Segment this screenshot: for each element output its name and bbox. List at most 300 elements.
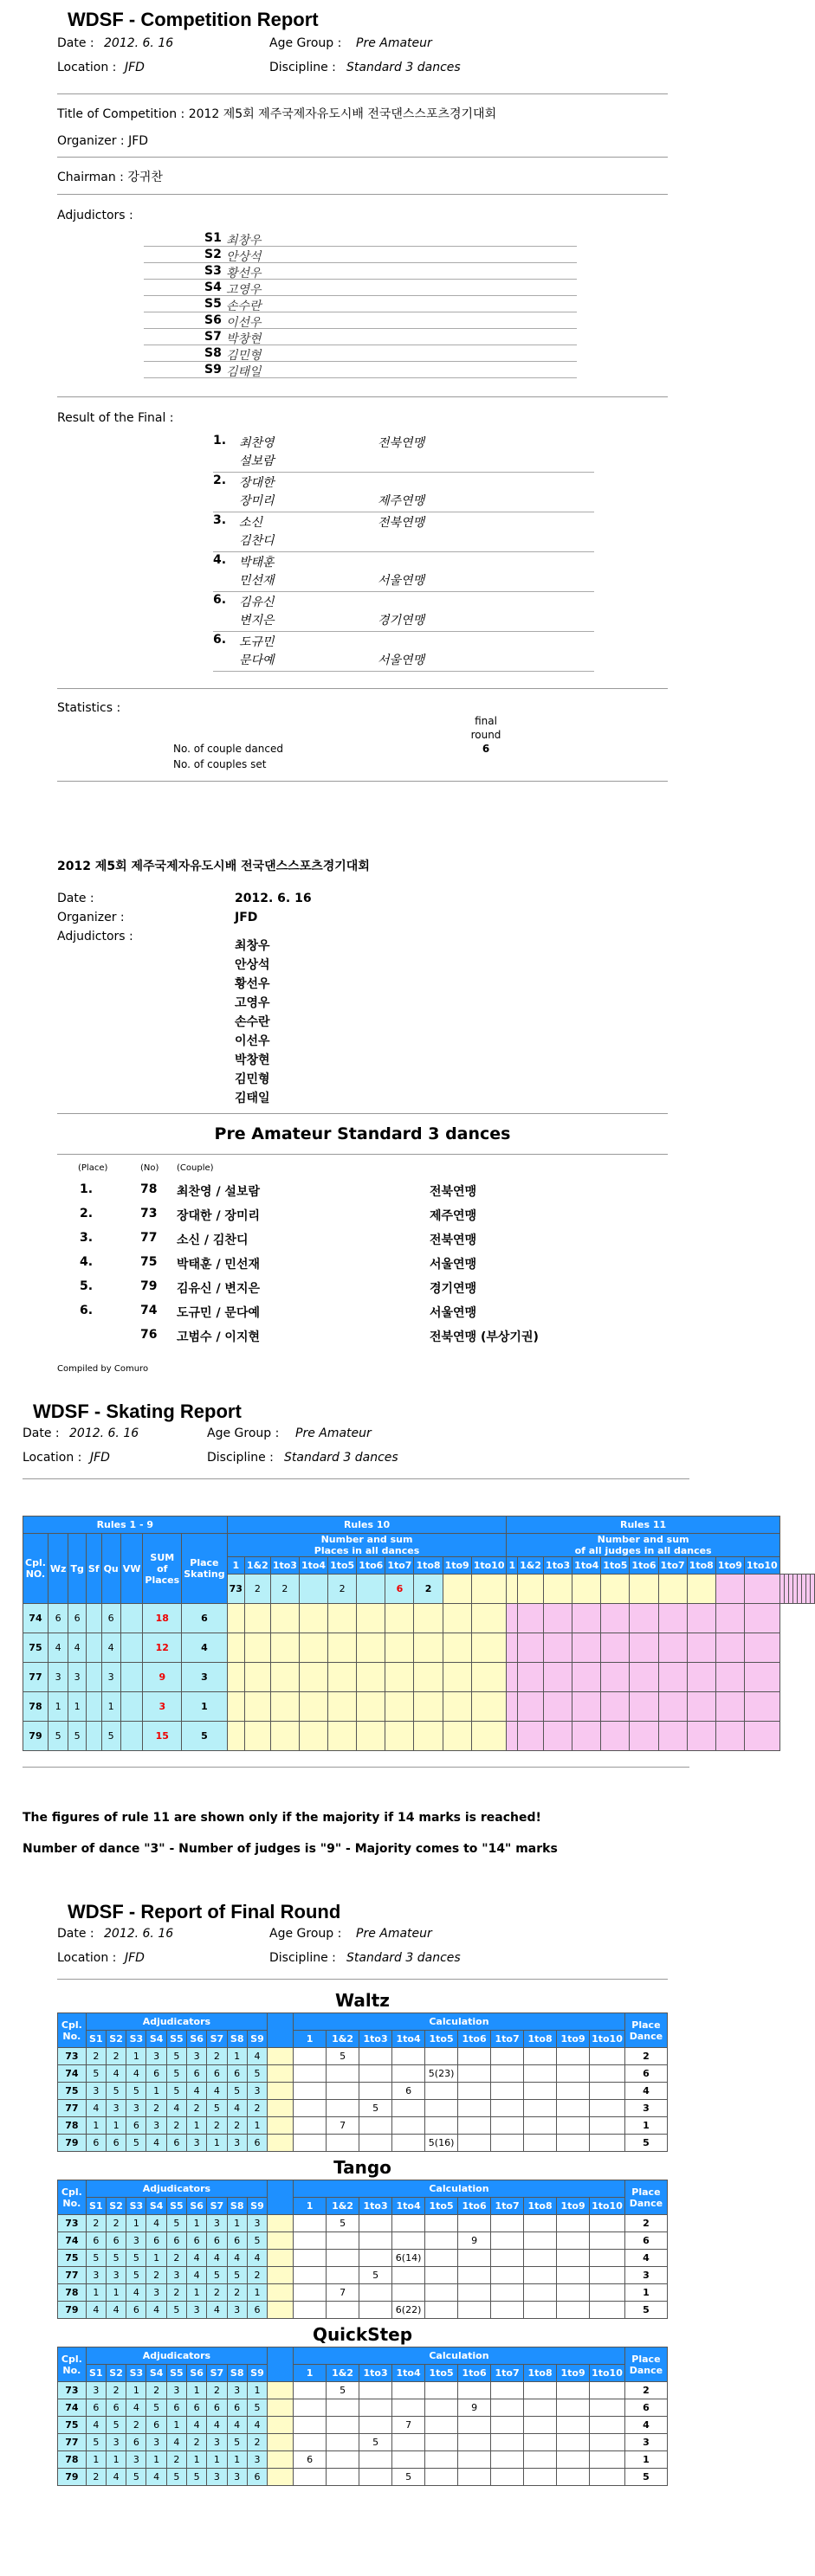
table-row (58, 2135, 668, 2152)
judge-mark: 3 (86, 2382, 106, 2399)
place-label: Place (631, 2186, 661, 2198)
list-item (57, 1304, 668, 1328)
skating-table (23, 1516, 815, 1751)
calc-column-header: 1to4 (572, 1557, 601, 1575)
rules-10-sub (227, 1534, 507, 1557)
list-item (57, 1231, 668, 1255)
final-table (57, 2180, 668, 2319)
spacer-cell (268, 2083, 294, 2100)
calc-cell (392, 2215, 425, 2232)
list-number: 77 (140, 1231, 158, 1245)
cpl-no: 75 (58, 2417, 87, 2434)
judge-mark: 3 (247, 2083, 267, 2100)
cpl-no: 78 (58, 2117, 87, 2135)
calc-column-header: 1to10 (590, 2198, 625, 2215)
divider (57, 1113, 668, 1114)
competition-title: Title of Competition : 2012 제5회 제주국제자유도시배 전국댄스스포츠경기대회 (57, 107, 497, 121)
date-label: Date : (57, 36, 94, 50)
result-row (57, 513, 668, 553)
calc-cell (392, 2232, 425, 2250)
judge-mark: 5 (227, 2083, 247, 2100)
calc-cell (590, 2083, 625, 2100)
calc-column-header: 1 (294, 2365, 327, 2382)
calc-cell (294, 2399, 327, 2417)
judge-mark: 4 (207, 2302, 227, 2319)
rule11-cell (715, 1575, 744, 1604)
rule10-cell (443, 1692, 471, 1722)
place-skating: 4 (182, 1633, 227, 1663)
dance-label: Dance (629, 2030, 663, 2042)
vw-place (120, 1633, 143, 1663)
result-n2: 변지은 (239, 614, 275, 628)
skating-label: Skating (184, 1568, 225, 1580)
row-rule (144, 262, 577, 263)
judge-mark: 6 (207, 2065, 227, 2083)
places-label: Places (145, 1574, 180, 1586)
judge-mark: 4 (126, 2284, 146, 2302)
calc-cell (327, 2250, 359, 2267)
row-rule (213, 671, 594, 672)
calc-column-header: 1to4 (392, 2365, 425, 2382)
calc-cell (425, 2469, 458, 2486)
rule10-cell (270, 1633, 299, 1663)
rule10-cell (244, 1604, 270, 1633)
place-dance: 3 (624, 2434, 667, 2451)
list-adjudicator (57, 1051, 668, 1070)
rule11-cell (687, 1633, 715, 1663)
result-n2: 장미리 (239, 494, 275, 508)
judge-mark: 4 (187, 2417, 207, 2434)
calc-column-header: 1to9 (557, 2365, 590, 2382)
table-row (23, 1633, 815, 1663)
sum-label: SUM of (150, 1551, 175, 1575)
rule11-cell (518, 1633, 544, 1663)
place-label: Place (631, 2353, 661, 2365)
competition-report (57, 9, 668, 785)
list-item (57, 1255, 668, 1279)
calc-cell (491, 2083, 524, 2100)
list-couple: 소신 / 김찬디 (177, 1233, 249, 1247)
dance-name: Tango (333, 2157, 391, 2178)
calc-cell (458, 2135, 491, 2152)
calc-column-header: 1&2 (244, 1557, 270, 1575)
dance-place: 4 (68, 1633, 86, 1663)
rule11-cell (572, 1604, 601, 1633)
result-p: 6. (213, 593, 227, 607)
page-title: WDSF - Competition Report (68, 9, 319, 30)
judge-header: S8 (227, 2198, 247, 2215)
place-dance: 5 (624, 2469, 667, 2486)
calc-column-header: 1to6 (458, 2365, 491, 2382)
calc-cell: 5 (359, 2100, 392, 2117)
judge-mark: 3 (227, 2382, 247, 2399)
age-value: Pre Amateur (295, 1426, 372, 1440)
r10-sub-1: Number and sum (320, 1534, 413, 1545)
judge-mark: 1 (187, 2382, 207, 2399)
judge-mark: 6 (126, 2117, 146, 2135)
calc-cell (491, 2451, 524, 2469)
judge-mark: 6 (146, 2417, 166, 2434)
dance-place: 3 (48, 1663, 68, 1692)
rule10-cell (227, 1692, 244, 1722)
calc-column-header: 1to9 (557, 2198, 590, 2215)
calc-cell (524, 2083, 557, 2100)
list-item (57, 1328, 668, 1352)
table-row (58, 2100, 668, 2117)
rule10-cell (244, 1663, 270, 1692)
judge-mark: 4 (247, 2250, 267, 2267)
result-row (57, 473, 668, 513)
adjudicator-name: 김태일 (226, 365, 262, 379)
couples-set-label: No. of couples set (173, 758, 267, 770)
place-dance-header (624, 2347, 667, 2382)
divider (23, 1478, 689, 1479)
judge-header: S8 (227, 2031, 247, 2048)
judge-mark: 4 (146, 2302, 166, 2319)
judge-mark: 2 (247, 2100, 267, 2117)
place-dance: 4 (624, 2250, 667, 2267)
rule10-cell (414, 1722, 443, 1751)
organizer: Organizer : JFD (57, 134, 149, 148)
rule10-cell (227, 1604, 244, 1633)
calc-cell (491, 2469, 524, 2486)
judge-mark: 5 (126, 2135, 146, 2152)
place-dance: 3 (624, 2100, 667, 2117)
result-n1: 소신 (239, 516, 263, 530)
rule10-cell (385, 1692, 414, 1722)
rule11-cell (630, 1722, 658, 1751)
calc-cell (458, 2417, 491, 2434)
calc-cell (491, 2267, 524, 2284)
judge-mark: 4 (227, 2417, 247, 2434)
dance-place: 1 (101, 1692, 120, 1722)
judge-mark: 2 (86, 2469, 106, 2486)
dance-place: 3 (101, 1663, 120, 1692)
calc-cell (458, 2117, 491, 2135)
list-organizer-value: JFD (235, 911, 258, 924)
rule11-cell (744, 1633, 779, 1663)
couple-header: (Couple) (177, 1163, 214, 1173)
calc-cell (392, 2284, 425, 2302)
adjudicator-row (57, 297, 668, 313)
calc-cell (359, 2250, 392, 2267)
judge-header: S7 (207, 2198, 227, 2215)
calc-column-header: 1to5 (425, 2198, 458, 2215)
calc-cell (359, 2065, 392, 2083)
calc-cell (590, 2284, 625, 2302)
calc-column-header: 1to8 (524, 2198, 557, 2215)
judge-mark: 2 (227, 2117, 247, 2135)
calc-cell (392, 2451, 425, 2469)
judge-mark: 1 (126, 2215, 146, 2232)
rules-10-header: Rules 10 (227, 1517, 507, 1534)
row-rule (144, 295, 577, 296)
judge-mark: 3 (146, 2117, 166, 2135)
calc-cell (524, 2100, 557, 2117)
judge-mark: 2 (207, 2117, 227, 2135)
meta-row (23, 1426, 689, 1451)
dance-place (86, 1692, 101, 1722)
calc-cell (491, 2284, 524, 2302)
dance-place: 2 (328, 1575, 357, 1604)
calc-cell (458, 2434, 491, 2451)
rule10-cell (471, 1633, 507, 1663)
rule11-cell (658, 1692, 687, 1722)
calc-cell: 5(23) (425, 2065, 458, 2083)
judge-mark: 3 (227, 2302, 247, 2319)
cpl-no: 73 (58, 2382, 87, 2399)
rule10-cell (443, 1604, 471, 1633)
judge-mark: 3 (227, 2469, 247, 2486)
rule10-cell (443, 1663, 471, 1692)
calc-column-header: 1 (294, 2031, 327, 2048)
date-value: 2012. 6. 16 (104, 1927, 174, 1941)
final-dances (57, 1990, 668, 2486)
calc-cell (458, 2284, 491, 2302)
rule10-cell (471, 1604, 507, 1633)
rule10-cell (227, 1633, 244, 1663)
result-c2: 제주연맹 (378, 494, 425, 508)
judge-mark: 2 (86, 2048, 106, 2065)
judge-mark: 3 (227, 2135, 247, 2152)
calculation-header: Calculation (294, 2347, 625, 2365)
divider (57, 396, 668, 397)
adjudicator-row (57, 363, 668, 379)
place-dance: 1 (624, 2117, 667, 2135)
judge-mark: 5 (106, 2250, 126, 2267)
result-p: 6. (213, 633, 227, 647)
list-adjudicators (57, 937, 668, 1108)
divider (57, 157, 668, 158)
final-table (57, 2347, 668, 2486)
judge-mark: 6 (227, 2232, 247, 2250)
judge-mark: 5 (86, 2065, 106, 2083)
judge-header: S3 (126, 2198, 146, 2215)
rule11-cell (658, 1604, 687, 1633)
list-couple: 고범수 / 이지현 (177, 1330, 261, 1344)
list-date-label: Date : (57, 892, 94, 905)
spacer-cell (268, 2434, 294, 2451)
place-skating: 2 (414, 1575, 443, 1604)
adjudicators-header: Adjudicators (86, 2013, 267, 2031)
adjudicator-row (57, 330, 668, 346)
calc-cell (557, 2382, 590, 2399)
calc-column-header: 1to9 (715, 1557, 744, 1575)
calc-cell (425, 2232, 458, 2250)
no-label: No. (62, 2364, 81, 2376)
place-skating-header (182, 1534, 227, 1604)
rule11-cell (744, 1604, 779, 1633)
spacer-header (268, 2180, 294, 2215)
calc-column-header: 1to7 (491, 2198, 524, 2215)
calc-cell (359, 2135, 392, 2152)
calc-cell: 9 (458, 2232, 491, 2250)
calc-cell (590, 2434, 625, 2451)
calc-column-header: 1to4 (392, 2031, 425, 2048)
row-rule (144, 279, 577, 280)
table-row (58, 2284, 668, 2302)
calc-cell (491, 2250, 524, 2267)
calc-cell (294, 2117, 327, 2135)
calc-cell (458, 2469, 491, 2486)
place-label: Place (190, 1557, 219, 1568)
chairman: Chairman : 강귀찬 (57, 171, 163, 184)
adjudicator-code: S8 (204, 346, 222, 360)
table-row (58, 2451, 668, 2469)
list-number: 79 (140, 1279, 158, 1293)
judge-mark: 5 (247, 2232, 267, 2250)
judge-mark: 5 (146, 2399, 166, 2417)
calc-cell (392, 2382, 425, 2399)
calc-column-header: 1 (227, 1557, 244, 1575)
judge-mark: 5 (106, 2083, 126, 2100)
dance-place: 5 (101, 1722, 120, 1751)
result-list-report (57, 857, 668, 1374)
judge-header: S8 (227, 2365, 247, 2382)
rule11-cell (601, 1604, 630, 1633)
r10-sub-2: Places in all dances (314, 1545, 420, 1556)
judge-mark: 4 (247, 2417, 267, 2434)
calc-column-header: 1to5 (425, 2031, 458, 2048)
place-skating: 1 (182, 1692, 227, 1722)
adjudicator-row (57, 231, 668, 248)
rule11-cell (572, 1722, 601, 1751)
spacer-cell (268, 2048, 294, 2065)
sum-of-places: 3 (143, 1692, 182, 1722)
calc-cell (392, 2434, 425, 2451)
judge-mark: 5 (166, 2048, 186, 2065)
rule10-cell (357, 1722, 385, 1751)
calc-cell (524, 2267, 557, 2284)
cpl-no: 75 (58, 2250, 87, 2267)
rule11-cell (658, 1633, 687, 1663)
calc-cell (327, 2469, 359, 2486)
calc-cell (392, 2100, 425, 2117)
discipline-value: Standard 3 dances (284, 1451, 398, 1465)
spacer-cell (268, 2417, 294, 2434)
cpl-no: 79 (58, 2302, 87, 2319)
calc-cell (491, 2135, 524, 2152)
judge-mark: 6 (86, 2399, 106, 2417)
rule10-cell (299, 1692, 327, 1722)
calc-cell (425, 2417, 458, 2434)
judge-mark: 1 (106, 2117, 126, 2135)
rule10-cell (687, 1575, 715, 1604)
calc-column-header: 1to7 (658, 1557, 687, 1575)
calc-cell: 5 (359, 2434, 392, 2451)
calc-cell (557, 2048, 590, 2065)
place-dance-header (624, 2180, 667, 2215)
judge-mark: 3 (187, 2302, 207, 2319)
calc-cell (458, 2048, 491, 2065)
calc-cell (557, 2417, 590, 2434)
judge-mark: 1 (207, 2451, 227, 2469)
list-adjudicator-name: 박창현 (235, 1053, 270, 1067)
spacer-cell (268, 2250, 294, 2267)
judge-mark: 2 (106, 2382, 126, 2399)
list-adjudicator (57, 1089, 668, 1108)
age-label: Age Group : (269, 1927, 342, 1941)
dance-place: 2 (270, 1575, 299, 1604)
list-adjudicator (57, 994, 668, 1013)
table-row (58, 2065, 668, 2083)
result-n1: 박태훈 (239, 556, 275, 570)
rule10-cell (227, 1663, 244, 1692)
calc-cell: 5 (327, 2382, 359, 2399)
judge-mark: 3 (146, 2284, 166, 2302)
list-number: 76 (140, 1328, 158, 1342)
rule11-cell (687, 1722, 715, 1751)
judge-mark: 2 (166, 2451, 186, 2469)
result-row (57, 633, 668, 673)
calc-cell (359, 2117, 392, 2135)
judge-mark: 5 (126, 2250, 146, 2267)
rule11-cell (601, 1722, 630, 1751)
calc-cell: 6(22) (392, 2302, 425, 2319)
judge-mark: 3 (207, 2434, 227, 2451)
judge-mark: 4 (106, 2302, 126, 2319)
calc-cell (327, 2135, 359, 2152)
calc-column-header: 1to6 (458, 2198, 491, 2215)
place-skating: 6 (182, 1604, 227, 1633)
calc-cell (327, 2399, 359, 2417)
judge-header: S1 (86, 2031, 106, 2048)
judge-mark: 3 (86, 2083, 106, 2100)
rule11-cell (544, 1663, 572, 1692)
calc-cell (491, 2100, 524, 2117)
calc-cell (294, 2083, 327, 2100)
rule11-cell (715, 1663, 744, 1692)
calc-cell (392, 2065, 425, 2083)
judge-mark: 3 (166, 2382, 186, 2399)
rule10-cell (328, 1663, 357, 1692)
row-rule (213, 472, 594, 473)
adjudicator-code: S9 (204, 363, 222, 377)
location-value: JFD (90, 1451, 110, 1465)
rule10-cell (244, 1633, 270, 1663)
judge-mark: 1 (146, 2083, 166, 2100)
adjudicator-name: 김민형 (226, 349, 262, 363)
cpl-no: 78 (58, 2451, 87, 2469)
vw-place (120, 1663, 143, 1692)
judge-header: S4 (146, 2031, 166, 2048)
place-dance: 5 (624, 2302, 667, 2319)
dance-place: 1 (68, 1692, 86, 1722)
list-adj-label: Adjudictors : (57, 930, 133, 943)
list-number: 75 (140, 1255, 158, 1269)
dance-place: 3 (68, 1663, 86, 1692)
judge-mark: 2 (126, 2417, 146, 2434)
rule10-cell (270, 1692, 299, 1722)
calc-cell (590, 2399, 625, 2417)
location-label: Location : (23, 1451, 82, 1465)
row-rule (144, 246, 577, 247)
spacer-cell (268, 2469, 294, 2486)
rule11-cell (687, 1604, 715, 1633)
place-dance: 1 (624, 2451, 667, 2469)
calc-cell (294, 2232, 327, 2250)
judge-header: S6 (187, 2198, 207, 2215)
judge-header: S5 (166, 2198, 186, 2215)
judge-header: S1 (86, 2365, 106, 2382)
dance-place: 1 (48, 1692, 68, 1722)
rule11-cell (715, 1604, 744, 1633)
calc-cell (590, 2215, 625, 2232)
discipline-label: Discipline : (269, 1951, 336, 1965)
calc-column-header: 1to7 (491, 2031, 524, 2048)
rules-1-9-header: Rules 1 - 9 (23, 1517, 228, 1534)
rule11-cell (544, 1604, 572, 1633)
